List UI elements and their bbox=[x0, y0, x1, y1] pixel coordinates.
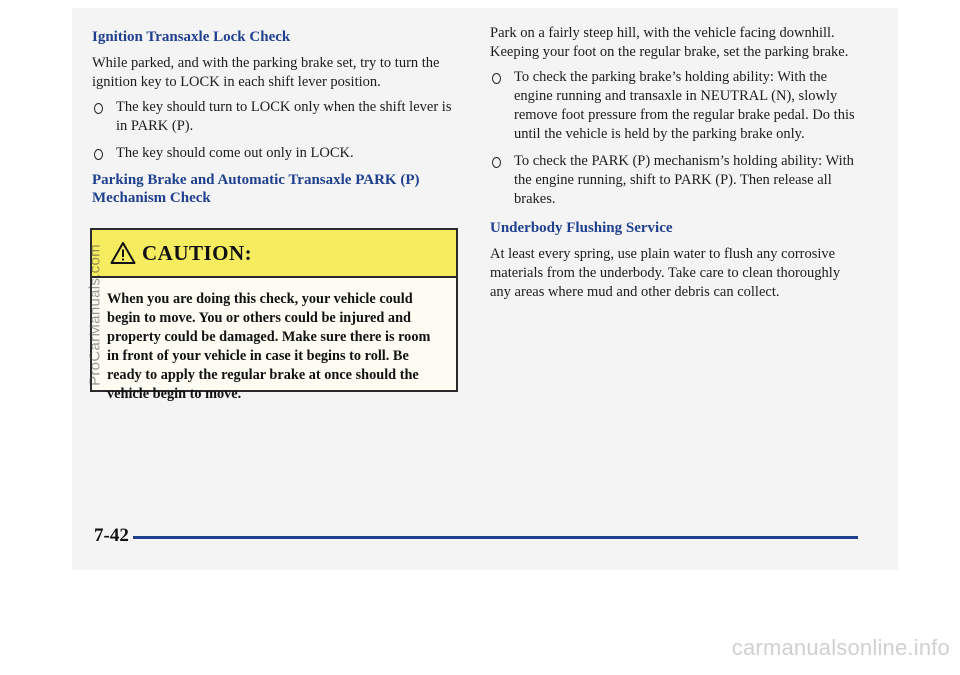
paragraph-underbody: At least every spring, use plain water to flush any corrosive materials from the underbody. Take care to clean thoroughly any areas where mud and other debris can collect. bbox=[490, 246, 841, 300]
left-column bbox=[92, 28, 460, 215]
caution-box bbox=[90, 228, 458, 402]
caution-title: CAUTION: bbox=[142, 240, 253, 265]
heading-ignition-lock-check: Ignition Transaxle Lock Check bbox=[92, 29, 291, 45]
bullet-item bbox=[490, 68, 862, 144]
bullet-icon bbox=[492, 73, 501, 84]
side-watermark bbox=[86, 180, 104, 450]
warning-triangle-icon bbox=[110, 241, 136, 265]
bullet-item bbox=[92, 144, 460, 163]
caution-text: When you are doing this check, your vehicle could begin to move. You or others could be injured and property could be damaged. Make sure there is room in front of your vehicle in case it begins to roll. Be ready to apply the regular brake at once should the vehicle begin to move. bbox=[107, 291, 431, 402]
heading-parking-brake-check: Parking Brake and Automatic Transaxle PARK (P) Mechanism Check bbox=[92, 172, 420, 206]
bullet-text: To check the parking brake’s holding ability: With the engine running and transaxle in NEUTRAL (N), slowly remove foot pressure from the regular brake pedal. Do this until the vehicle is held by the parking brake only. bbox=[514, 69, 855, 142]
bullet-text: The key should turn to LOCK only when the shift lever is in PARK (P). bbox=[116, 99, 452, 134]
paragraph-park-hill: Park on a fairly steep hill, with the vehicle facing downhill. Keeping your foot on the regular brake, set the parking brake. bbox=[490, 25, 849, 60]
bullet-text: To check the PARK (P) mechanism’s holding ability: With the engine running, shift to PARK (P). Then release all brakes. bbox=[514, 153, 854, 207]
caution-header bbox=[92, 230, 456, 278]
bullet-icon bbox=[94, 103, 103, 114]
bullet-item bbox=[92, 98, 460, 136]
manual-page bbox=[72, 8, 898, 570]
bullet-icon bbox=[94, 149, 103, 160]
paragraph-ignition: While parked, and with the parking brake set, try to turn the ignition key to LOCK in each shift lever position. bbox=[92, 55, 440, 90]
bullet-icon bbox=[492, 157, 501, 168]
page-number: 7-42 bbox=[94, 525, 133, 547]
footer-rule bbox=[122, 536, 858, 539]
bullet-text: The key should come out only in LOCK. bbox=[116, 145, 354, 161]
right-column bbox=[490, 24, 862, 308]
bullet-item bbox=[490, 152, 862, 209]
side-watermark-text: ProCarManuals.com bbox=[86, 244, 104, 386]
heading-underbody-flushing: Underbody Flushing Service bbox=[490, 220, 673, 236]
bottom-watermark: carmanualsonline.info bbox=[731, 635, 950, 660]
